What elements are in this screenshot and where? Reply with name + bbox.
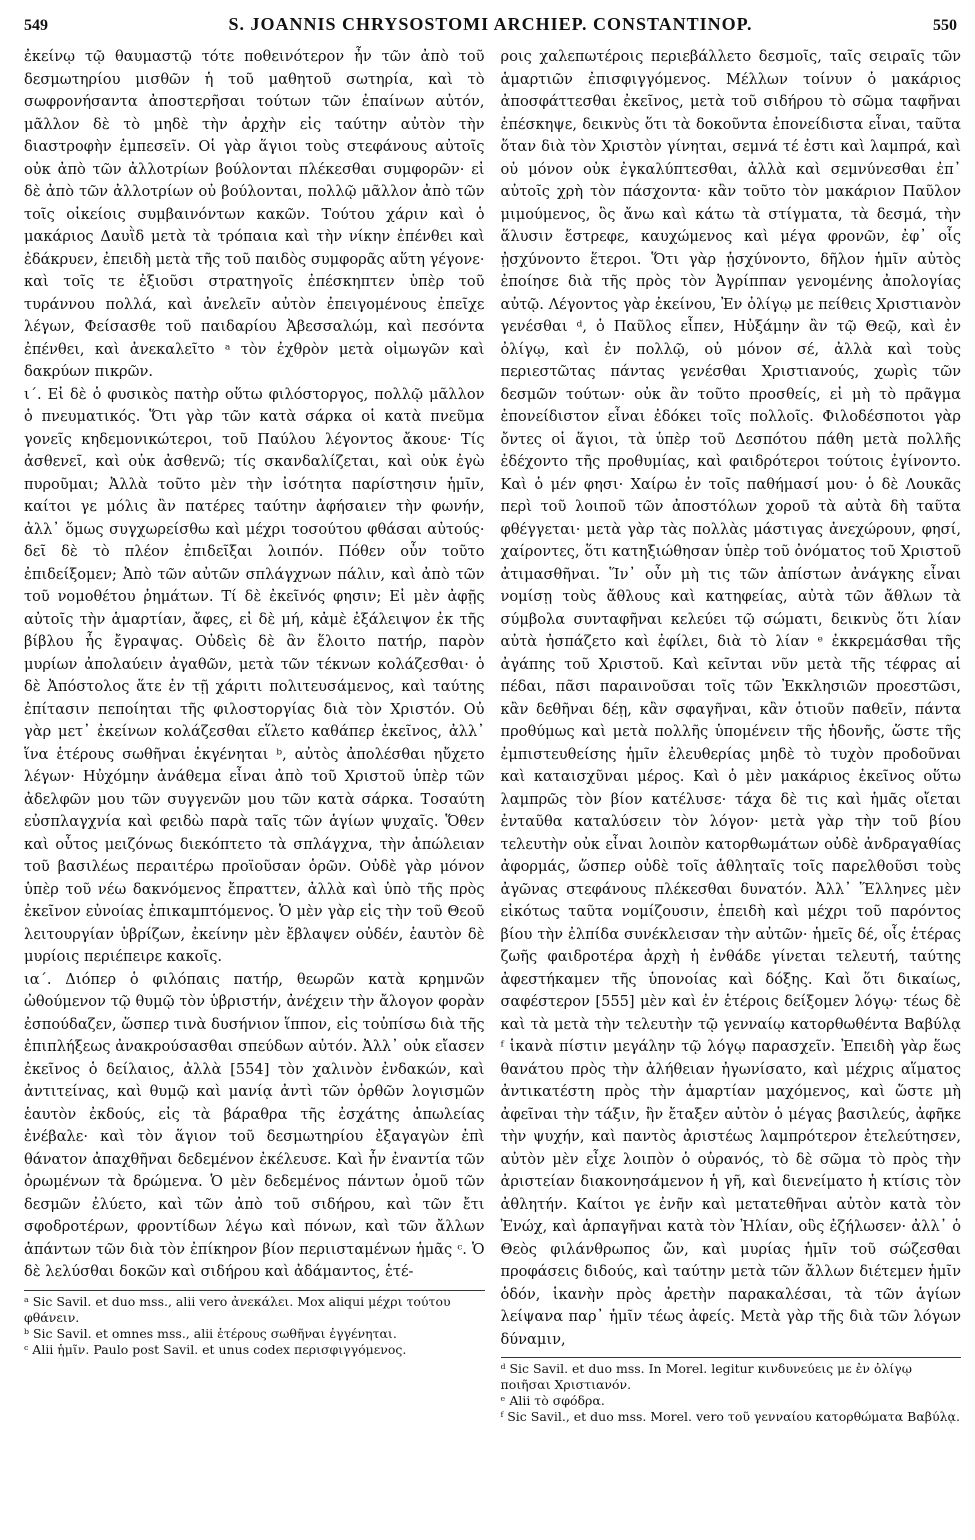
running-header [24, 14, 961, 40]
right-paragraph-1: ροις χαλεπωτέροις περιεβάλλετο δεσμοῖς, ταῖς σειραῖς τῶν ἁμαρτιῶν ἐπισφιγγόμενος. Μέλλων τοίνυν ὁ μακάριος ἀποσφάττεσθαι ἐκεῖνος, μετὰ τοῦ σιδήρου τὸ σῶμα ταφῆναι ἐπέσκηψε, δεικνὺς ὅτι τὰ δοκοῦντα ἐπονείδιστα εἶναι, ταῦτα ὅταν διὰ τὸν Χριστὸν γίνηται, σεμνά τέ ἐστι καὶ λαμπρά, καὶ οὐ μόνον οὐκ ἐγκαλύπτεσθαι, ἀλλὰ καὶ σεμνύνεσθαι ἐπ᾽ αὐτοῖς χρὴ τὸν πάσχοντα· κἂν τοῦτο τὸν μακάριον Παῦλον μιμούμενος, ὃς ἄνω καὶ κάτω τὰ στίγματα, τὰ δεσμά, τὴν ἅλυσιν ἔστρεφε, καυχώμενος καὶ μέγα φρονῶν, ἐφ᾽ οἷς ᾐσχύνοντο ἕτεροι. Ὅτι γὰρ ᾐσχύνοντο, δῆλον ἡμῖν αὐτὸς ἐποίησε διὰ τῆς πρὸς τὸν Ἀγρίππαν γενομένης ἀπολογίας αὐτῷ. Λέγοντος γὰρ ἐκείνου, Ἐν ὀλίγῳ με πείθεις Χριστιανὸν γενέσθαι ᵈ, ὁ Παῦλος εἶπεν, Ηὐξάμην ἂν τῷ Θεῷ, καὶ ἐν ὀλίγῳ, καὶ ἐν πολλῷ, οὐ μόνον σέ, ἀλλὰ καὶ τοὺς περιεστῶτας πάντας γενέσθαι Χριστιανούς, χωρὶς τῶν δεσμῶν τούτων· οὐκ ἂν τοῦτο προσθείς, εἰ μὴ τὸ πρᾶγμα ἐπονείδιστον εἶναι ἐδόκει τοῖς πολλοῖς. Φιλοδέσποτοι γὰρ ὄντες οἱ ἅγιοι, τὰ ὑπὲρ τοῦ Δεσπότου πάθη μετὰ πολλῆς ἐδέχοντο τῆς προθυμίας, καὶ φαιδρότεροι τούτοις ἐγίνοντο. Καὶ ὁ μέν φησι· Χαίρω ἐν τοῖς παθήμασί μου· ὁ δὲ Λουκᾶς περὶ τοῦ λοιποῦ τῶν ἀποστόλων χοροῦ τὰ αὐτὰ δὴ ταῦτα φθέγγεται· μετὰ γὰρ τὰς πολλὰς μάστιγας ἀνεχώρουν, φησί, χαίροντες, ὅτι κατηξιώθησαν ὑπὲρ τοῦ ὀνόματος τοῦ Χριστοῦ ἀτιμασθῆναι. Ἵν᾽ οὖν μὴ τις τῶν ἀπίστων ἀνάγκης εἶναι νομίσῃ τοὺς ἄθλους καὶ κατηφείας, αὐτὰ τῶν ἄθλων τὰ σύμβολα συνταφῆναι κελεύει τῷ σώματι, δεικνὺς ὅτι λίαν αὐτὰ ἠσπάζετο καὶ ἐφίλει, διὰ τὸ λίαν ᵉ ἐκκρεμάσθαι τῆς ἀγάπης τοῦ Χριστοῦ. Καὶ κεῖνται νῦν μετὰ τῆς τέφρας αἱ πέδαι, πᾶσι παραινοῦσαι τοῖς τῶν Ἐκκλησιῶν προεστῶσι, κἂν δεθῆναι δέῃ, κἂν σφαγῆναι, κἂν ὁτιοῦν παθεῖν, πάντα προθύμως καὶ μετὰ πολλῆς ὑπομένειν τῆς ἡδονῆς, ὥστε τῆς ἐμπιστευθείσης ἡμῖν ἐλευθερίας μηδὲ τὸ τυχὸν προδοῦναι καὶ καταισχῦναι μέρος. Καὶ ὁ μὲν μακάριος ἐκεῖνος οὕτω λαμπρῶς τὸν βίον κατέλυσε· τάχα δὲ τις καὶ ἡμᾶς οἴεται ἐνταῦθα καταλύσειν τὸν λόγον· μετὰ γὰρ τὴν τοῦ βίου τελευτὴν οὐκ εἶναι λοιπὸν κατορθωμάτων οὐδὲ ἀνδραγαθίας ἀφορμάς, ὥσπερ οὐδὲ τοῖς ἀθληταῖς τοῖς παρελθοῦσι τοὺς ἀγῶνας στεφάνους πλέκεσθαι δυνατόν. Ἀλλ᾽ Ἕλληνες μὲν εἰκότως ταῦτα νομίζουσιν, ἐπειδὴ καὶ μέχρι τοῦ παρόντος βίου τὴν ἐλπίδα συνέκλεισαν τὴν αὐτῶν· ἡμεῖς δέ, οἷς ἑτέρας ζωῆς φαιδροτέρα ἀρχὴ ἡ ἐνθάδε γίνεται τελευτή, ταύτης ἀφεστήκαμεν τῆς ὑπονοίας καὶ δόξης. Καὶ ὅτι δικαίως, σαφέστερον [555] μὲν καὶ ἐν ἑτέροις δείξομεν λόγῳ· τέως δὲ καὶ τὰ μετὰ τὴν τελευτὴν τῷ γενναίῳ κατορθωθέντα Βαβύλᾳ ᶠ ἱκανὰ πίστιν μεγάλην τῷ λόγῳ παρασχεῖν. Ἐπειδὴ γὰρ ἕως θανάτου πρὸς τὴν ἀλήθειαν ἠγωνίσατο, καὶ μέχρις αἵματος ἀντικατέστη πρὸς τὴν ἁμαρτίαν μαχόμενος, καὶ ὥστε μὴ ἀφεῖναι τὴν τάξιν, ἣν ἔταξεν αὐτὸν ὁ μέγας βασιλεύς, ἀφῆκε τὴν ψυχήν, καὶ παντὸς ἀριστέως λαμπρότερον ἐτελεύτησεν, αὐτὸν μὲν εἶχε λοιπὸν ὁ οὐρανός, τὸ δὲ σῶμα τὸ πρὸς τὴν ἀριστείαν διακονησάμενον ἡ γῆ, καὶ διενείματο ἡ κτίσις τὸν ἀθλητήν. Καίτοι γε ἐνῆν καὶ μετατεθῆναι αὐτὸν κατὰ τὸν Ἐνώχ, καὶ ἁρπαγῆναι κατὰ τὸν Ἠλίαν, οὓς ἐζήλωσεν· ἀλλ᾽ ὁ Θεὸς φιλάνθρωπος ὤν, καὶ μυρίας ἡμῖν τοῦ σώζεσθαι προφάσεις διδούς, καὶ ταύτην μετὰ τῶν ἄλλων διέτεμεν ἡμῖν ὁδόν, ἱκανὴν πρὸς ἀρετὴν παρακαλέσαι, τὰ τῶν ἁγίων λείψανα παρ᾽ ἡμῖν τέως ἀφείς. Μετὰ γὰρ τῆς διὰ τῶν λόγων δύναμιν, [500, 48, 961, 1348]
footnote-e: ᵉ Alii τὸ σφόδρα. [500, 1393, 605, 1408]
left-column [24, 46, 485, 1425]
footnote-b: ᵇ Sic Savil. et omnes mss., alii ἑτέρους σωθῆναι ἐγγένηται. [24, 1325, 397, 1341]
left-paragraph-1: ἐκείνῳ τῷ θαυμαστῷ τότε ποθεινότερον ἦν τῶν ἀπὸ τοῦ δεσμωτηρίου μισθῶν ἡ τοῦ μαθητοῦ σωτηρία, καὶ τὸ σωφρονήσαντα ἀποστερῆσαι τούτων τῶν ἐπαίνων αὐτόν, μᾶλλον δὲ τὸ μηδὲ τὴν ἀρχὴν εἰς ταύτην αὐτὸν τὴν διαστροφὴν ἐμπεσεῖν. Οἱ γὰρ ἅγιοι τοὺς στεφάνους αὐτοῖς οὐκ ἀπὸ τῶν ἀλλοτρίων βούλονται πλέκεσθαι συμφορῶν· εἰ δὲ ἀπὸ τῶν ἀλλοτρίων οὐ βούλονται, πολλῷ μᾶλλον ἀπὸ τῶν τοῖς οἰκείοις συμβαινόντων κακῶν. Τούτου χάριν καὶ ὁ μακάριος Δαυῒδ μετὰ τὰ τρόπαια καὶ τὴν νίκην ἐπένθει καὶ ἐδάκρυεν, ἐπειδὴ μετὰ τῆς τοῦ παιδὸς συμφορᾶς αὕτη γέγονε· καὶ τοῖς τε ἐξιοῦσι στρατηγοῖς ἐπέσκηπτεν ὑπὲρ τοῦ τυράννου πολλά, καὶ ἀνελεῖν αὐτὸν ἐπειγομένους ἐπεῖχε λέγων, Φείσασθε τοῦ παιδαρίου Ἀβεσσαλώμ, καὶ πεσόντα ἐπένθει, καὶ ἀνεκαλεῖτο ᵃ τὸν ἐχθρὸν μετὰ οἰμωγῶν καὶ δακρύων πικρῶν. [24, 48, 485, 380]
page-number-right: 550 [932, 17, 957, 34]
footnote-a: ᵃ Sic Savil. et duo mss., alii vero ἀνεκάλει. Mox aliqui μέχρι τούτου φθάνειν. [24, 1293, 451, 1325]
left-paragraph-3: ια΄. Διόπερ ὁ φιλόπαις πατήρ, θεωρῶν κατὰ κρημνῶν ὠθούμενον τῷ θυμῷ τὸν ὑβριστήν, ἀνέχειν τὴν ἄλογον φορὰν ἐσπούδαζεν, ὥσπερ τινὰ δυσήνιον ἵππον, εἰς τοὐπίσω διὰ τῆς ἐπιπλήξεως ἀνακρούσασθαι σπεύδων αὐτόν. Ἀλλ᾽ οὐκ εἴασεν ἐκεῖνος ὁ δείλαιος, ἀλλὰ [554] τὸν χαλινὸν ἐνδακών, καὶ ἀντιτείνας, καὶ θυμῷ καὶ μανίᾳ ἀντὶ τῶν ὀρθῶν λογισμῶν ἑαυτὸν ἐκδούς, εἰς τὰ βάραθρα τῆς ἐσχάτης ἀπωλείας ἐνέβαλε· καὶ τὸν ἅγιον τοῦ δεσμωτηρίου ἐξαγαγὼν ἐπὶ θάνατον ἀπαχθῆναι δεδεμένον ἐκέλευσε. Καὶ ἦν ἐναντία τῶν ὁρωμένων τὰ δρώμενα. Ὁ μὲν δεδεμένος πάντων ὁμοῦ τῶν δεσμῶν ἐλύετο, καὶ τῶν ἀπὸ τοῦ σιδήρου, καὶ τῶν ἔτι σφοδροτέρων, φροντίδων λέγω καὶ πόνων, καὶ τῶν ἄλλων ἁπάντων τῶν διὰ τὸν ἐπίκηρον βίον περιισταμένων ἡμᾶς ᶜ. Ὁ δὲ λελύσθαι δοκῶν καὶ σιδήρου καὶ ἀδάμαντος, ἑτέ- [24, 970, 485, 1280]
page-number-left: 549 [24, 17, 48, 34]
footnote-c: ᶜ Alii ἡμῖν. Paulo post Savil. et unus codex περισφιγγόμενος. [24, 1341, 407, 1357]
footnote-f: ᶠ Sic Savil., et duo mss. Morel. vero τοῦ γενναίου κατορθώματα Βαβύλᾳ. [500, 1409, 960, 1424]
two-column-body [24, 46, 961, 1425]
running-title: S. JOANNIS CHRYSOSTOMI ARCHIEP. CONSTANTINOP. [228, 14, 753, 34]
footnote-d: ᵈ Sic Savil. et duo mss. In Morel. legitur κινδυνεύεις με ἐν ὀλίγῳ ποιῆσαι Χριστιανόν. [500, 1361, 912, 1392]
right-footnotes [501, 1357, 962, 1425]
left-footnotes [24, 1290, 485, 1358]
right-column [501, 46, 962, 1425]
left-paragraph-2: ι΄. Εἰ δὲ ὁ φυσικὸς πατὴρ οὕτω φιλόστοργος, πολλῷ μᾶλλον ὁ πνευματικός. Ὅτι γὰρ τῶν κατὰ σάρκα οἱ κατὰ πνεῦμα γονεῖς κηδεμονικώτεροι, τοῦ Παύλου λέγοντος ἄκουε· Τίς ἀσθενεῖ, καὶ οὐκ ἀσθενῶ; τίς σκανδαλίζεται, καὶ οὐκ ἐγὼ πυροῦμαι; Ἀλλὰ τοῦτο μὲν τὴν ἰσότητα παρίστησιν ἡμῖν, καίτοι γε μόλις ἂν πατέρες ταύτην ἀφήσαιεν τὴν φωνήν, ἀλλ᾽ ὅμως συγχωρείσθω καὶ μέχρι τοσούτου φθάσαι αὐτούς· δεῖ δὲ τὸ πλέον ἐπιδεῖξαι λοιπόν. Πόθεν οὖν τοῦτο ἐπιδείξομεν; Ἀπὸ τῶν αὐτῶν σπλάγχνων πάλιν, καὶ ἀπὸ τῶν τοῦ νομοθέτου ῥημάτων. Τί δὲ ἐκεῖνός φησιν; Εἰ μὲν ἀφῇς αὐτοῖς τὴν ἁμαρτίαν, ἄφες, εἰ δὲ μή, κἀμὲ ἐξάλειψον ἐκ τῆς βίβλου ἧς ἔγραψας. Οὐδεὶς δὲ ἂν ἕλοιτο πατήρ, παρὸν μυρίων ἀπολαύειν ἀγαθῶν, μετὰ τῶν τέκνων κολάζεσθαι· ὁ δὲ Ἀπόστολος ἅτε ἐν τῇ χάριτι πολιτευσάμενος, καὶ ταύτης ἐπίτασιν πεποίηται τῆς φιλοστοργίας διὰ τὸν Χριστόν. Οὐ γὰρ μετ᾽ ἐκείνων κολάζεσθαι εἵλετο καθάπερ ἐκεῖνος, ἀλλ᾽ ἵνα ἑτέρους σωθῆναι ἐκγένηται ᵇ, αὐτὸς ἀπολέσθαι ηὔχετο λέγων· Ηὐχόμην ἀνάθεμα εἶναι ἀπὸ τοῦ Χριστοῦ ὑπὲρ τῶν ἀδελφῶν μου τῶν συγγενῶν μου τῶν κατὰ σάρκα. Τοσαύτη εὐσπλαγχνία καὶ φειδὼ παρὰ ταῖς τῶν ἁγίων ψυχαῖς. Ὅθεν καὶ οὗτος μειζόνως διεκόπτετο τὰ σπλάγχνα, τὴν ἀπώλειαν τοῦ βασιλέως περαιτέρω προϊοῦσαν ὁρῶν. Οὐδὲ γὰρ μόνον ὑπὲρ τοῦ νέω δακνόμενος ἔπραττεν, ἀλλὰ καὶ ὑπὸ τῆς πρὸς ἐκεῖνον εὐνοίας ἐπικαμπτόμενος. Ὁ μὲν γὰρ εἰς τὴν τοῦ Θεοῦ λειτουργίαν ὑβρίζων, ἐκείνην μὲν ἔβλαψεν οὐδέν, ἑαυτὸν δὲ μυρίοις περιέπειρε κακοῖς. [24, 385, 485, 965]
